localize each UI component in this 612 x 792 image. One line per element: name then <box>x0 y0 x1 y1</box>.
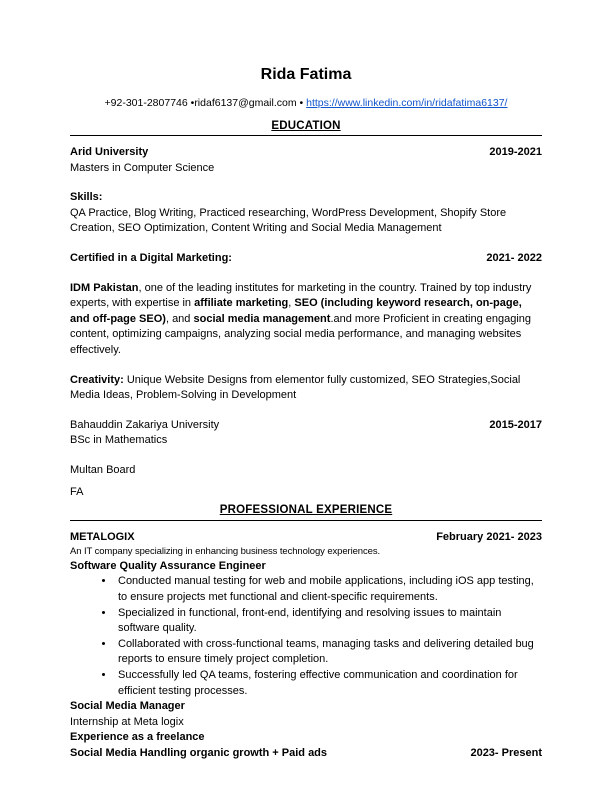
idm-text: , <box>288 297 295 310</box>
idm-institute-name: IDM Pakistan <box>70 281 139 294</box>
creativity-paragraph <box>70 373 542 404</box>
bullet-item: • Collaborated with cross-functional teams, managing tasks and delivering detailed bug reports to ensure timely project completion. <box>115 637 542 668</box>
contact-line <box>70 96 542 111</box>
job-title: Software Quality Assurance Engineer <box>70 559 266 572</box>
idm-skill-social-media: social media management <box>193 312 331 325</box>
company-tagline: An IT company specializing in enhancing business technology experiences. <box>70 546 381 558</box>
spacer <box>70 359 542 373</box>
experience-entry-metalogix <box>70 530 542 546</box>
section-heading-experience <box>70 502 542 520</box>
creativity-text: Unique Website Designs from elementor fully customized, SEO Strategies,Social Media Ideas, Problem-Solving in Development <box>70 373 521 402</box>
entry-dates: February 2021- 2023 <box>436 530 542 543</box>
job-title-social-media: Social Media Manager <box>70 700 185 713</box>
separator-dot: • <box>187 96 195 109</box>
company-name: METALOGIX <box>70 530 135 543</box>
spacer <box>70 449 542 463</box>
section-heading-education <box>70 118 542 136</box>
bullet-item: • Specialized in functional, front-end, identifying and resolving issues to maintain software quality. <box>115 606 542 637</box>
entry-dates: 2015-2017 <box>489 418 542 431</box>
resume-name: Rida Fatima <box>260 66 352 83</box>
separator-dot: • <box>296 96 307 109</box>
certification-title: Certified in a Digital Marketing: <box>70 252 232 264</box>
email-text: ridaf6137@gmail.com <box>194 96 297 109</box>
bullet-item: • Conducted manual testing for web and mobile applications, including iOS app testing, to ensure projects met functional and client-specific requirements. <box>115 574 542 605</box>
degree-text: BSc in Mathematics <box>70 434 168 447</box>
spacer <box>70 404 542 418</box>
spacer <box>70 267 542 281</box>
idm-paragraph <box>70 281 542 359</box>
entry-dates: 2023- Present <box>470 747 542 760</box>
school-name: Bahauddin Zakariya University <box>70 418 220 431</box>
skills-text: QA Practice, Blog Writing, Practiced researching, WordPress Development, Shopify Store Creation, SEO Optimization, Content Writing and Social Media Management <box>70 206 507 235</box>
bullet-item: • Successfully led QA teams, fostering effective communication and coordination for efficient testing processes. <box>115 668 542 699</box>
bullet-list <box>70 574 542 699</box>
freelance-subtitle: Social Media Handling organic growth + Paid ads <box>70 747 328 760</box>
entry-dates: 2021- 2022 <box>486 252 542 264</box>
skills-label: Skills: <box>70 191 103 204</box>
linkedin-link[interactable]: https://www.linkedin.com/in/ridafatima6137/ <box>306 96 508 109</box>
phone-text: +92-301-2807746 <box>104 96 188 109</box>
freelance-entry <box>70 746 542 762</box>
internship-text: Internship at Meta logix <box>70 715 184 728</box>
degree-text: Masters in Computer Science <box>70 161 215 174</box>
entry-dates: 2019-2021 <box>489 145 542 158</box>
creativity-label: Creativity: <box>70 373 124 386</box>
education-entry-bzu <box>70 418 542 434</box>
idm-text: .and more Proficient in creating engaging content, optimizing campaigns, analyzing social media performance, and managing websites effectively. <box>70 312 532 357</box>
school-name: Arid University <box>70 145 149 158</box>
fa-text: FA <box>70 485 84 498</box>
idm-skill-seo: SEO (including keyword research, on-page, and off-page SEO) <box>70 297 522 325</box>
idm-text: , and <box>165 312 194 325</box>
idm-text: , one of the leading institutes for marketing in the country. Trained by top industry experts, with expertise in <box>70 281 532 310</box>
multan-board-text: Multan Board <box>70 464 136 477</box>
spacer <box>70 237 542 251</box>
spacer <box>70 176 542 190</box>
education-entry-arid <box>70 145 542 161</box>
certification-entry <box>70 251 542 267</box>
section-heading-experience-label: PROFESSIONAL EXPERIENCE <box>219 504 393 517</box>
section-heading-education-label: EDUCATION <box>271 119 341 132</box>
idm-skill-affiliate: affiliate marketing <box>194 297 289 310</box>
freelance-title: Experience as a freelance <box>70 731 205 744</box>
